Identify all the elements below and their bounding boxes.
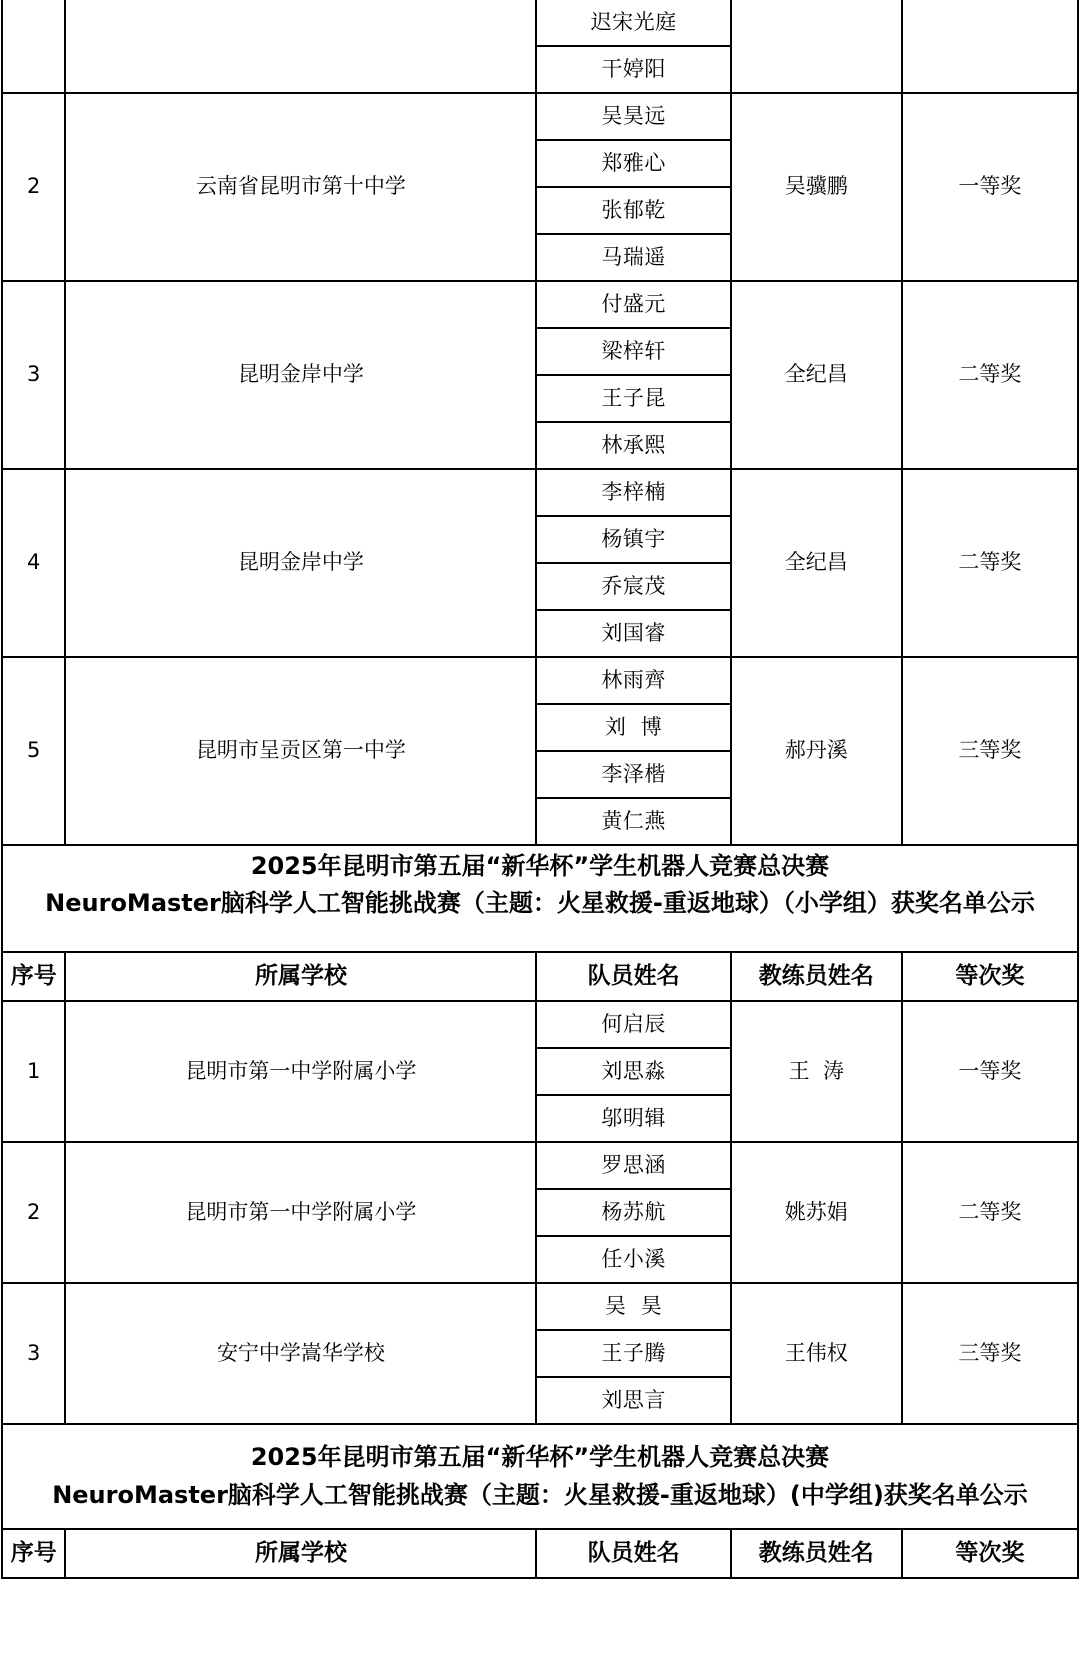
index-cell: 5 <box>2 657 65 845</box>
table-row <box>2 1283 1078 1330</box>
coach-cell: 郝丹溪 <box>731 657 902 845</box>
member-cell: 杨苏航 <box>536 1189 730 1236</box>
section-title-line2: NeuroMaster脑科学人工智能挑战赛（主题：火星救援-重返地球）(中学组)获奖名单公示 <box>52 1480 1028 1509</box>
member-cell: 黄仁燕 <box>536 798 730 845</box>
coach-cell <box>731 0 902 93</box>
header-school: 所属学校 <box>65 952 536 1001</box>
member-cell: 李泽楷 <box>536 751 730 798</box>
section-title-primary <box>2 845 1078 952</box>
member-cell: 马瑞遥 <box>536 234 730 281</box>
index-cell: 1 <box>2 1001 65 1142</box>
award-cell <box>902 0 1078 93</box>
school-cell: 昆明市第一中学附属小学 <box>65 1142 536 1283</box>
header-award: 等次奖 <box>902 952 1078 1001</box>
header-row <box>2 1529 1078 1578</box>
school-cell: 昆明市第一中学附属小学 <box>65 1001 536 1142</box>
award-cell: 二等奖 <box>902 469 1078 657</box>
member-cell: 刘思言 <box>536 1377 730 1424</box>
award-cell: 三等奖 <box>902 1283 1078 1424</box>
header-members: 队员姓名 <box>536 1529 730 1578</box>
member-cell: 罗思涵 <box>536 1142 730 1189</box>
index-cell: 2 <box>2 93 65 281</box>
header-award: 等次奖 <box>902 1529 1078 1578</box>
header-school: 所属学校 <box>65 1529 536 1578</box>
index-cell: 4 <box>2 469 65 657</box>
member-cell: 杨镇宇 <box>536 516 730 563</box>
school-cell <box>65 0 536 93</box>
member-cell: 刘思淼 <box>536 1048 730 1095</box>
index-cell: 3 <box>2 1283 65 1424</box>
member-cell: 乔宸茂 <box>536 563 730 610</box>
member-cell: 干婷阳 <box>536 46 730 93</box>
member-cell: 郑雅心 <box>536 140 730 187</box>
index-cell: 3 <box>2 281 65 469</box>
section-title-line2: NeuroMaster脑科学人工智能挑战赛（主题：火星救援-重返地球）（小学组）获奖名单公示 <box>45 889 1035 918</box>
member-cell: 迟宋光庭 <box>536 0 730 46</box>
section-title-row <box>2 1424 1078 1529</box>
member-cell: 邬明辑 <box>536 1095 730 1142</box>
member-cell: 吴 昊 <box>536 1283 730 1330</box>
member-cell: 梁梓轩 <box>536 328 730 375</box>
coach-cell: 王 涛 <box>731 1001 902 1142</box>
section-title-row <box>2 845 1078 952</box>
coach-cell: 王伟权 <box>731 1283 902 1424</box>
member-cell: 刘 博 <box>536 704 730 751</box>
table-row <box>2 0 1078 46</box>
award-cell: 一等奖 <box>902 93 1078 281</box>
member-cell: 林雨齊 <box>536 657 730 704</box>
member-cell: 林承熙 <box>536 422 730 469</box>
section-title-line1: 2025年昆明市第五届“新华杯”学生机器人竞赛总决赛 <box>250 1443 830 1472</box>
school-cell: 昆明金岸中学 <box>65 469 536 657</box>
member-cell: 王子昆 <box>536 375 730 422</box>
member-cell: 张郁乾 <box>536 187 730 234</box>
award-cell: 二等奖 <box>902 1142 1078 1283</box>
header-row <box>2 952 1078 1001</box>
award-cell: 三等奖 <box>902 657 1078 845</box>
table-row <box>2 1001 1078 1048</box>
award-table <box>1 0 1079 1579</box>
award-cell: 一等奖 <box>902 1001 1078 1142</box>
header-index: 序号 <box>2 952 65 1001</box>
member-cell: 吴昊远 <box>536 93 730 140</box>
school-cell: 云南省昆明市第十中学 <box>65 93 536 281</box>
index-cell: 2 <box>2 1142 65 1283</box>
header-index: 序号 <box>2 1529 65 1578</box>
school-cell: 昆明市呈贡区第一中学 <box>65 657 536 845</box>
member-cell: 何启辰 <box>536 1001 730 1048</box>
member-cell: 任小溪 <box>536 1236 730 1283</box>
table-row <box>2 657 1078 704</box>
table-row <box>2 1142 1078 1189</box>
index-cell <box>2 0 65 93</box>
section-title-middle <box>2 1424 1078 1529</box>
header-members: 队员姓名 <box>536 952 730 1001</box>
table-row <box>2 93 1078 140</box>
member-cell: 付盛元 <box>536 281 730 328</box>
member-cell: 王子腾 <box>536 1330 730 1377</box>
coach-cell: 姚苏娟 <box>731 1142 902 1283</box>
member-cell: 李梓楠 <box>536 469 730 516</box>
table-row <box>2 469 1078 516</box>
coach-cell: 全纪昌 <box>731 469 902 657</box>
school-cell: 昆明金岸中学 <box>65 281 536 469</box>
coach-cell: 全纪昌 <box>731 281 902 469</box>
header-coach: 教练员姓名 <box>731 1529 902 1578</box>
award-cell: 二等奖 <box>902 281 1078 469</box>
table-row <box>2 281 1078 328</box>
member-cell: 刘国睿 <box>536 610 730 657</box>
section-title-line1: 2025年昆明市第五届“新华杯”学生机器人竞赛总决赛 <box>250 852 830 880</box>
school-cell: 安宁中学嵩华学校 <box>65 1283 536 1424</box>
coach-cell: 吴骥鹏 <box>731 93 902 281</box>
header-coach: 教练员姓名 <box>731 952 902 1001</box>
